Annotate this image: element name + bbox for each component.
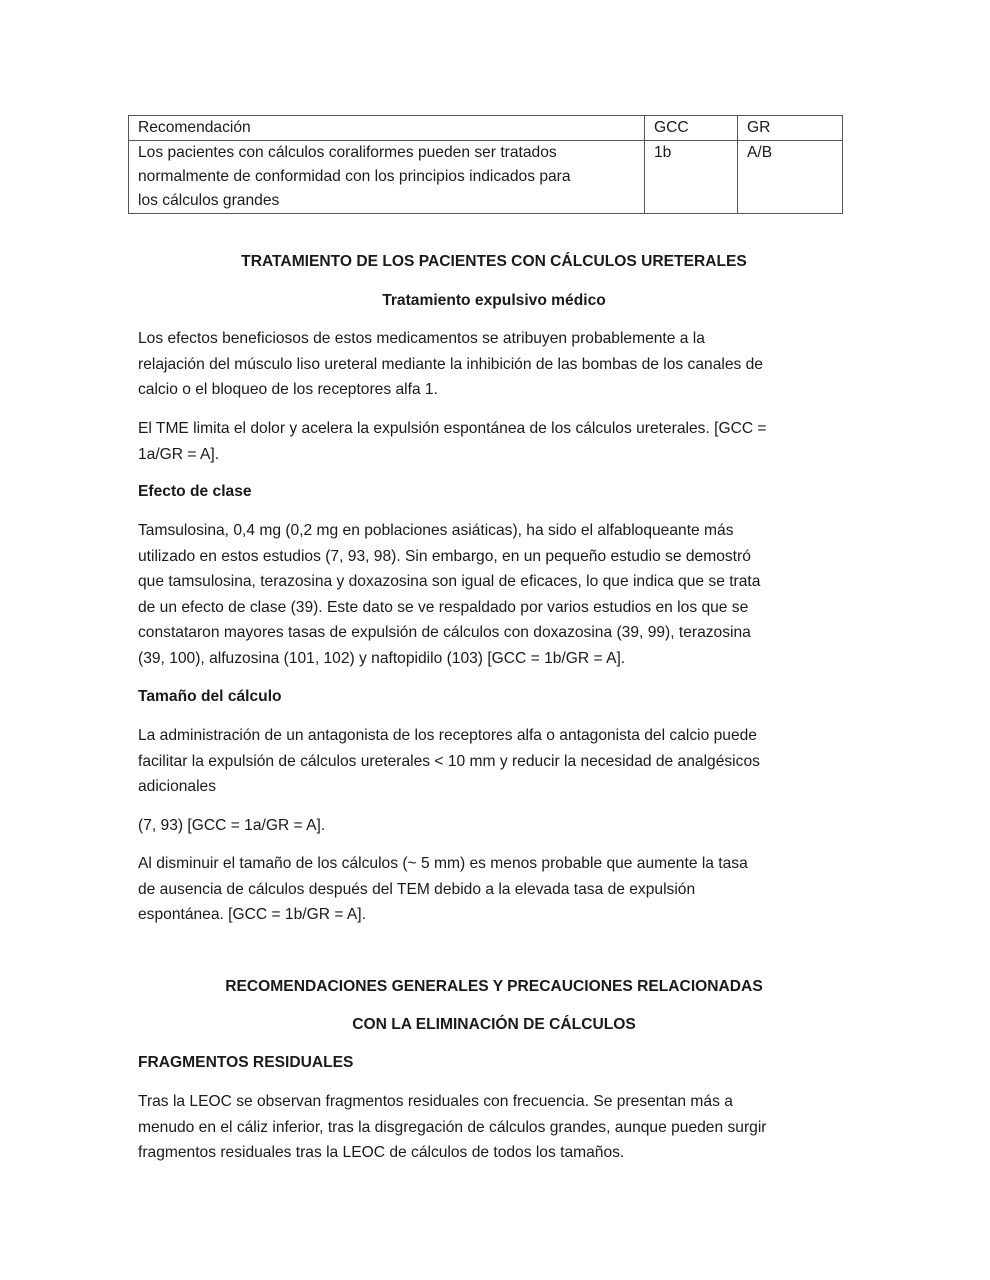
text-line: fragmentos residuales tras la LEOC de cálculos de todos los tamaños.	[138, 1144, 625, 1162]
paragraph-4	[138, 723, 858, 800]
header-recomendacion: Recomendación	[129, 116, 645, 141]
section-title: TRATAMIENTO DE LOS PACIENTES CON CÁLCULOS URETERALES	[241, 253, 747, 270]
heading-fragmentos-residuales: FRAGMENTOS RESIDUALES	[138, 1054, 354, 1071]
cell-line: los cálculos grandes	[138, 192, 280, 209]
paragraph-1	[138, 326, 858, 403]
text-line: La administración de un antagonista de los receptores alfa o antagonista del calcio puede	[138, 727, 757, 744]
recommendation-table	[128, 115, 843, 214]
paragraph-7	[138, 1089, 858, 1166]
text-line: Tras la LEOC se observan fragmentos residuales con frecuencia. Se presentan más a	[138, 1093, 733, 1110]
text-line: utilizado en estos estudios (7, 93, 98). Sin embargo, en un pequeño estudio se demostró	[138, 547, 751, 565]
table-row	[129, 141, 843, 214]
heading-tamano-del-calculo: Tamaño del cálculo	[138, 688, 282, 705]
section-title-2-line-2: CON LA ELIMINACIÓN DE CÁLCULOS	[352, 1016, 636, 1033]
text-line: espontánea. [GCC = 1b/GR = A].	[138, 906, 366, 924]
text-line: constataron mayores tasas de expulsión de cálculos con doxazosina (39, 99), terazosina	[138, 624, 751, 642]
text-line: adicionales	[138, 778, 217, 796]
text-line: calcio o el bloqueo de los receptores alfa 1.	[138, 381, 438, 399]
paragraph-6	[138, 851, 858, 928]
text-line: 1a/GR = A].	[138, 445, 220, 463]
cell-gcc: 1b	[645, 141, 738, 214]
cell-line: Los pacientes con cálculos coraliformes pueden ser tratados	[138, 144, 557, 161]
text-line: que tamsulosina, terazosina y doxazosina son igual de eficaces, lo que indica que se trata	[138, 573, 761, 591]
cell-recommendation	[129, 141, 645, 214]
text-line: menudo en el cáliz inferior, tras la disgregación de cálculos grandes, aunque pueden surgir	[138, 1118, 767, 1136]
heading-efecto-de-clase: Efecto de clase	[138, 483, 252, 500]
text-line: Tamsulosina, 0,4 mg (0,2 mg en poblaciones asiáticas), ha sido el alfabloqueante más	[138, 522, 734, 539]
section-subtitle: Tratamiento expulsivo médico	[382, 292, 606, 309]
text-line: de un efecto de clase (39). Este dato se ve respaldado por varios estudios en los que se	[138, 598, 749, 616]
text-line: (39, 100), alfuzosina (101, 102) y naftopidilo (103) [GCC = 1b/GR = A].	[138, 649, 626, 667]
paragraph-3	[138, 518, 858, 672]
text-line: El TME limita el dolor y acelera la expulsión espontánea de los cálculos ureterales. [GCC =	[138, 420, 767, 437]
header-gcc: GCC	[645, 116, 738, 141]
text-line: Al disminuir el tamaño de los cálculos (~ 5 mm) es menos probable que aumente la tasa	[138, 855, 748, 872]
text-line: relajación del músculo liso ureteral mediante la inhibición de las bombas de los canales de	[138, 355, 763, 373]
cell-line: normalmente de conformidad con los principios indicados para	[138, 168, 571, 185]
table-header-row	[129, 116, 843, 141]
section-title-2-line-1: RECOMENDACIONES GENERALES Y PRECAUCIONES RELACIONADAS	[225, 978, 763, 995]
paragraph-2	[138, 416, 858, 467]
text-line: de ausencia de cálculos después del TEM debido a la elevada tasa de expulsión	[138, 880, 696, 898]
cell-gr: A/B	[738, 141, 843, 214]
text-line: facilitar la expulsión de cálculos ureterales < 10 mm y reducir la necesidad de analgésicos	[138, 752, 760, 770]
paragraph-5	[138, 813, 858, 839]
text-line: (7, 93) [GCC = 1a/GR = A].	[138, 817, 326, 834]
text-line: Los efectos beneficiosos de estos medicamentos se atribuyen probablemente a la	[138, 330, 705, 347]
header-gr: GR	[738, 116, 843, 141]
